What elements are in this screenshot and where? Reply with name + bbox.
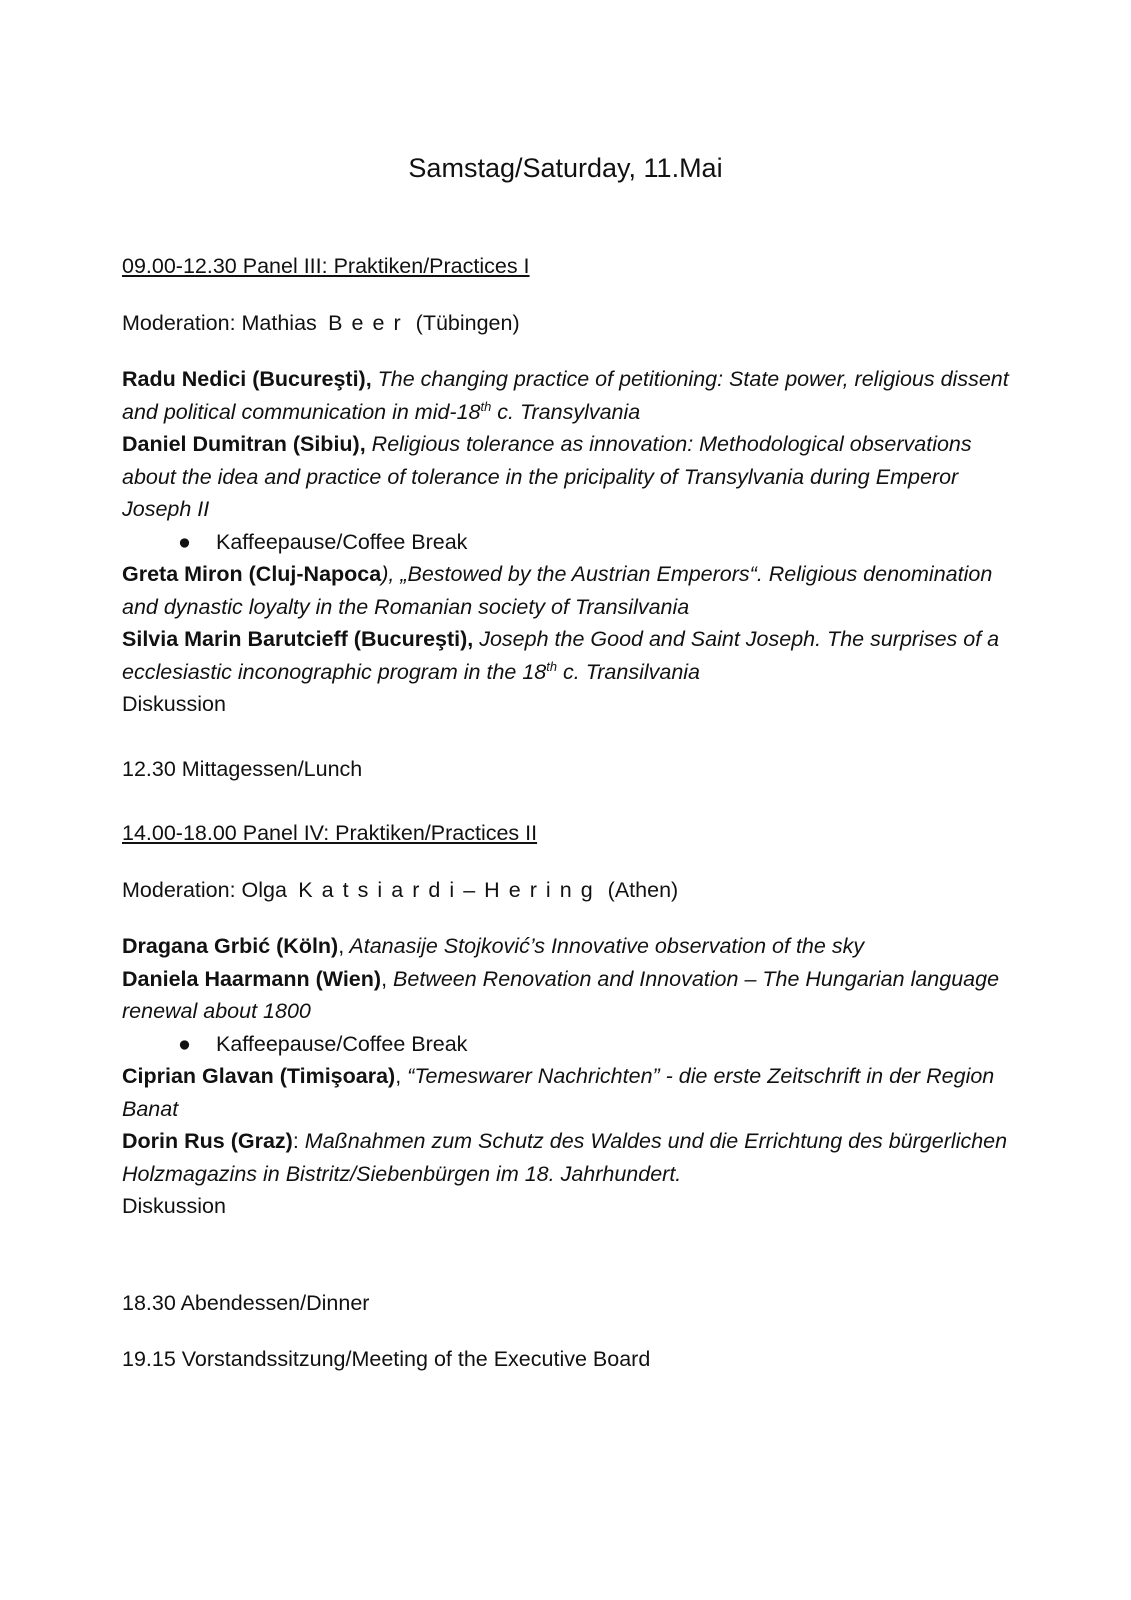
talk-speaker: Daniela Haarmann (Wien)	[122, 966, 382, 991]
talk-title: ), „Bestowed by the Austrian Emperors“. Religious denomination and dynastic loyalty in the Romanian society of Transilvania	[122, 562, 993, 619]
discussion-label: Diskussion	[122, 1194, 226, 1218]
talk-speaker: Dragana Grbić (Köln)	[122, 934, 339, 958]
moderation-prefix: Moderation: Mathias	[122, 310, 323, 335]
talk-entry	[122, 558, 1022, 623]
bullet-icon: ●	[178, 529, 191, 554]
talk-speaker: Silvia Marin Barutcieff (Bucureşti),	[122, 627, 474, 651]
panel-3-moderation	[122, 307, 1022, 340]
talk-entry: Dorin Rus (Graz): Maßnahmen zum Schutz des Waldes und die Errichtung des bürgerlichen Holzmagazins in Bistritz/Siebenbürgen im 18. Jahrhundert.	[122, 1129, 1008, 1186]
lunch-item: 12.30 Mittagessen/Lunch	[122, 756, 363, 781]
program-content	[122, 250, 1022, 1376]
talk-title: “Temeswarer Nachrichten” - die erste Zeitschrift in der Region Banat	[122, 1064, 995, 1121]
moderator-name: Beer	[328, 310, 410, 335]
bullet-icon: ●	[178, 1031, 191, 1056]
talk-title: Between Renovation and Innovation – The Hungarian language renewal about 1800	[122, 966, 1000, 1023]
talk-title: Atanasije Stojković’s Innovative observation of the sky	[344, 934, 865, 958]
board-meeting-item: 19.15 Vorstandssitzung/Meeting of the Executive Board	[122, 1347, 651, 1371]
talk-entry	[122, 428, 1022, 526]
coffee-break-label: Kaffeepause/Coffee Break	[216, 1031, 468, 1056]
talk-title: Religious tolerance as innovation: Methodological observations about the idea and practice of tolerance in the pricipality of Transylvania during Emperor Joseph II	[122, 432, 972, 521]
talk-speaker: Daniel Dumitran (Sibiu),	[122, 432, 366, 456]
talk-entry: Dragana Grbić (Köln), Atanasije Stojković’s Innovative observation of the sky	[122, 934, 865, 958]
talk-title: The changing practice of petitioning: State power, religious dissent and political communication in mid-18th c. Transylvania	[122, 367, 1009, 424]
panel-3-heading: 09.00-12.30 Panel III: Praktiken/Practices I	[122, 254, 530, 278]
talk-title: Maßnahmen zum Schutz des Waldes und die Errichtung des bürgerlichen Holzmagazins in Bistritz/Siebenbürgen im 18. Jahrhundert.	[122, 1129, 1008, 1186]
discussion-label: Diskussion	[122, 692, 226, 716]
panel-4-heading: 14.00-18.00 Panel IV: Praktiken/Practices II	[122, 821, 538, 845]
page-title: Samstag/Saturday, 11.Mai	[408, 153, 723, 183]
talk-entry: Ciprian Glavan (Timişoara), “Temeswarer Nachrichten” - die erste Zeitschrift in der Region Banat	[122, 1064, 995, 1121]
talk-speaker: Greta Miron (Cluj-Napoca	[122, 562, 382, 586]
moderation-prefix: Moderation: Olga	[122, 877, 293, 902]
talk-speaker: Ciprian Glavan (Timişoara)	[122, 1064, 396, 1088]
talk-title: Joseph the Good and Saint Joseph. The surprises of a ecclesiastic inconographic program in the 18th c. Transilvania	[122, 627, 1000, 684]
panel-4-moderation	[122, 874, 1022, 907]
talk-entry	[122, 363, 1022, 428]
moderator-name: Katsiardi–Hering	[298, 877, 602, 902]
coffee-break	[178, 526, 1022, 559]
talk-speaker: Radu Nedici (Bucureşti),	[122, 367, 372, 391]
dinner-item: 18.30 Abendessen/Dinner	[122, 1290, 370, 1315]
talk-entry	[122, 623, 1022, 688]
talk-entry: Daniela Haarmann (Wien), Between Renovation and Innovation – The Hungarian language renewal about 1800	[122, 966, 1000, 1023]
coffee-break	[178, 1028, 1022, 1061]
moderation-location: (Athen)	[601, 877, 679, 902]
talk-speaker: Dorin Rus (Graz)	[122, 1129, 293, 1153]
coffee-break-label: Kaffeepause/Coffee Break	[216, 529, 468, 554]
moderation-location: (Tübingen)	[409, 310, 520, 335]
